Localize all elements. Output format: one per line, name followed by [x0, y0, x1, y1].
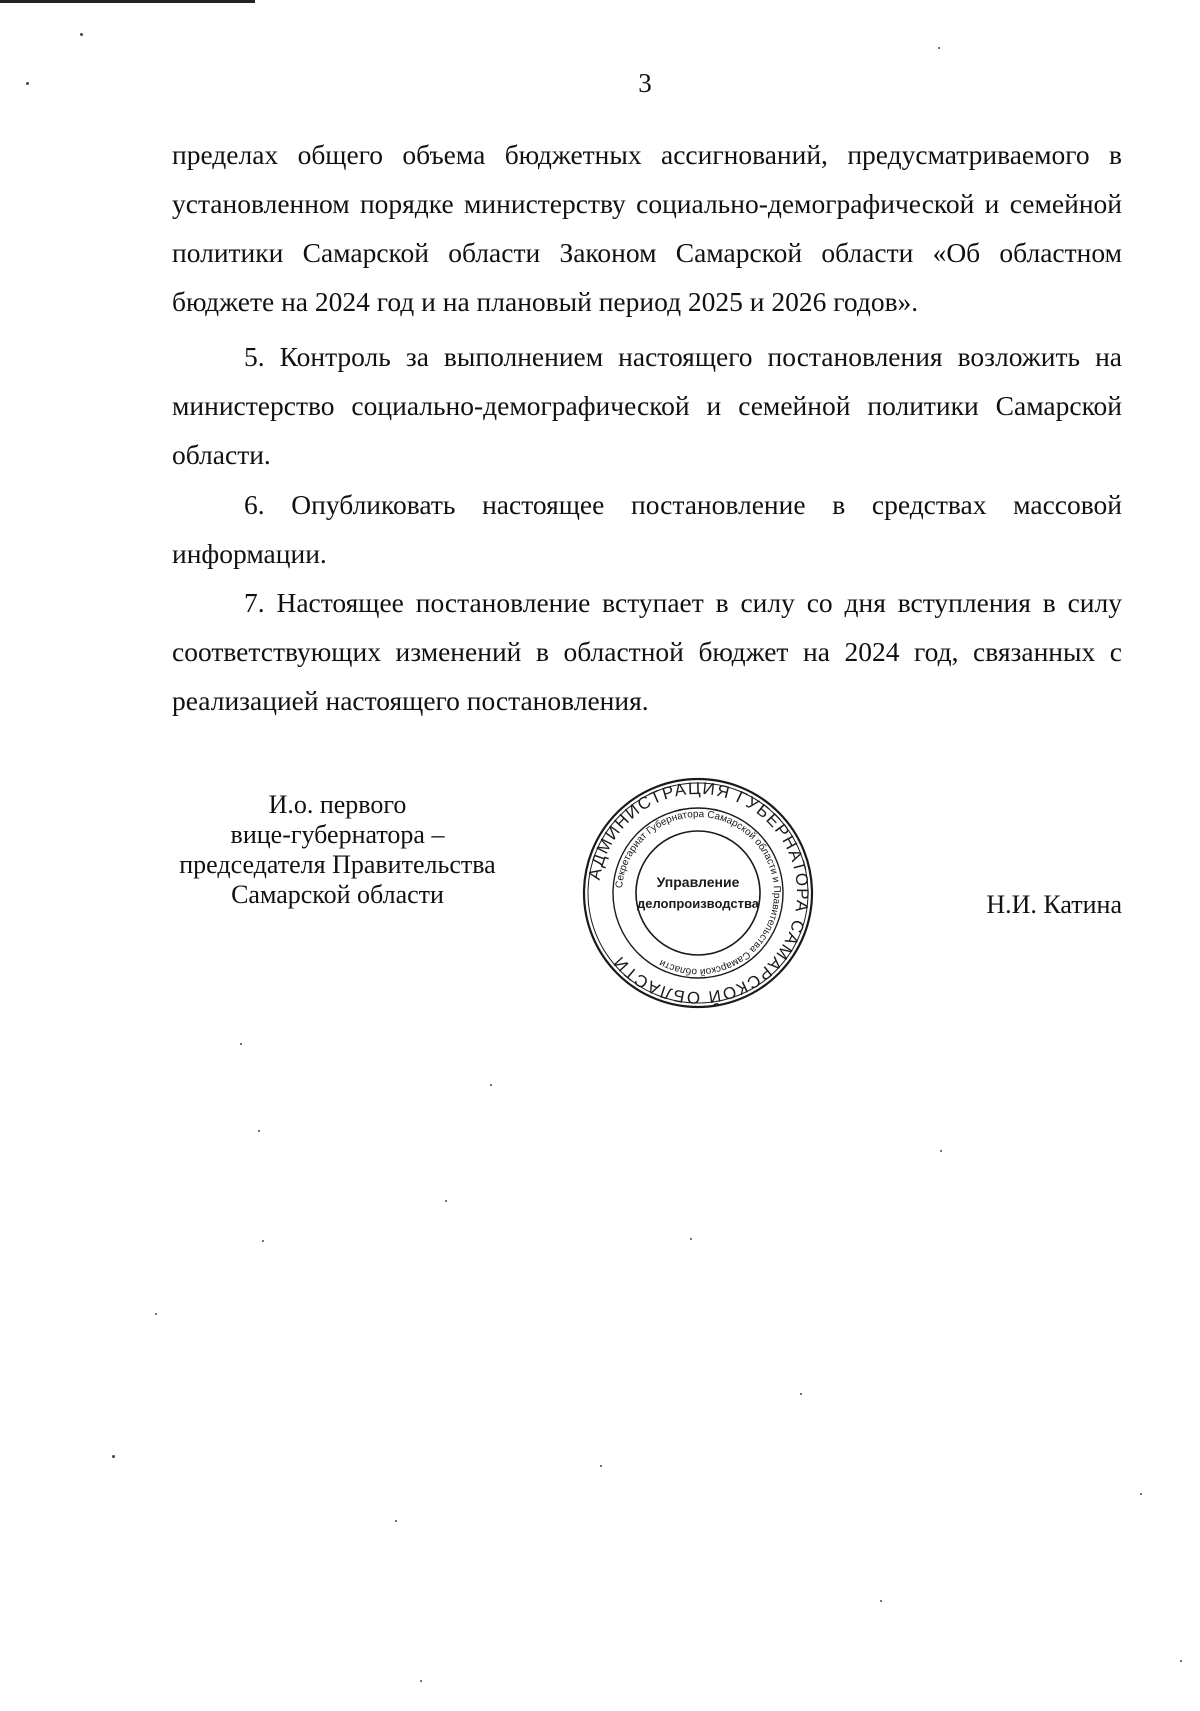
top-border-rule: [0, 0, 255, 3]
scan-speck: [800, 1393, 802, 1395]
scan-speck: [258, 1130, 260, 1132]
scan-speck: [420, 1680, 422, 1682]
stamp-outer-ring-text: АДМИНИСТРАЦИЯ ГУБЕРНАТОРА САМАРСКОЙ ОБЛАСТИ: [584, 778, 813, 1008]
scan-speck: [240, 1043, 242, 1045]
page-number: 3: [638, 68, 652, 98]
signer-name: Н.И. Катина: [986, 890, 1122, 919]
official-stamp-seal: [580, 775, 816, 1011]
scan-speck: [112, 1455, 115, 1458]
paragraph-item-5: 5. Контроль за выполнением настоящего постановления возложить на министерство социально-демографической и семейной политики Самарской области.: [172, 341, 1122, 470]
stamp-center-line-1: Управление: [656, 874, 740, 890]
paragraph-item-6: 6. Опубликовать настоящее постановление в средствах массовой информации.: [172, 489, 1122, 569]
scan-speck: [600, 1465, 602, 1467]
scan-speck: [80, 33, 83, 36]
scan-speck: [490, 1084, 492, 1086]
signer-title-line: И.о. первого: [268, 790, 407, 819]
signer-title-line: председателя Правительства: [179, 850, 496, 879]
stamp-center-line-2: делопроизводства: [636, 896, 760, 911]
scan-speck: [262, 1240, 264, 1242]
signer-title-line: вице-губернатора –: [230, 820, 445, 849]
paragraph-continuation: пределах общего объема бюджетных ассигнований, предусматриваемого в установленном порядке министерству социально-демографической и семейной политики Самарской области Законом Самарской области «Об областном бюджете на 2024 год и на плановый период 2025 и 2026 годов».: [172, 139, 1122, 317]
paragraph-item-7: 7. Настоящее постановление вступает в силу со дня вступления в силу соответствующих изменений в областной бюджет на 2024 год, связанных с реализацией настоящего постановления.: [172, 587, 1122, 716]
scan-speck: [26, 82, 29, 85]
scan-speck: [445, 1200, 447, 1202]
scan-speck: [938, 47, 940, 49]
scan-speck: [880, 1600, 882, 1602]
scan-speck: [940, 1150, 942, 1152]
stamp-inner-ring-text: Секретариат Губернатора Самарской области и Правительства Самарской области: [614, 808, 783, 978]
scan-speck: [1140, 1493, 1142, 1495]
scan-speck: [155, 1313, 157, 1315]
scan-speck: [1180, 1660, 1182, 1662]
signer-title-line: Самарской области: [231, 880, 444, 909]
scan-speck: [395, 1520, 397, 1522]
signer-title: [165, 790, 510, 910]
scan-speck: [690, 1238, 692, 1240]
